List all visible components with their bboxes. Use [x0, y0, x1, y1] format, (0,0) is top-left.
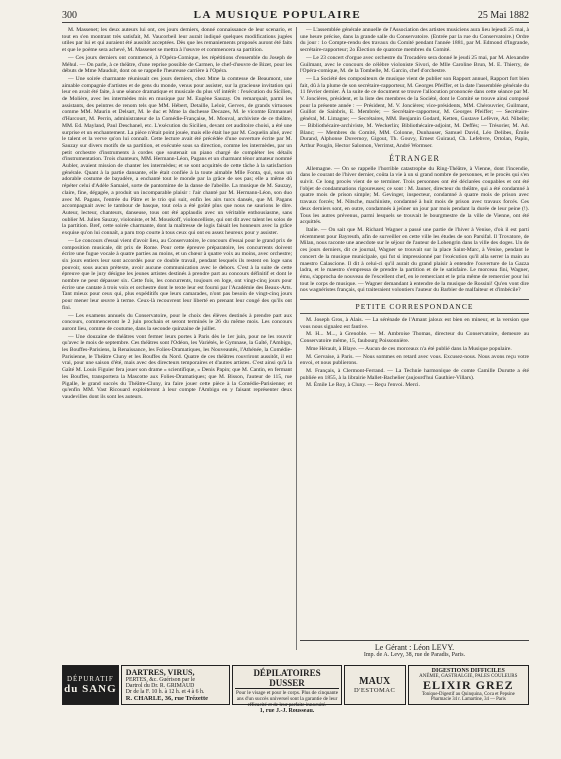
correspondance-item: M. Français, à Clermont-Ferrand. — La Technie harmonique de comte Camille Durutte a été publiée en 1855, à la librairie Mallet-Bachelier (aujourd'hui Gauthier-Villars).: [300, 367, 529, 381]
ad-dartres-line3: Dartrol du Dr. R. GRIMAUD: [125, 683, 195, 689]
etranger-paragraph: Italie. — On sait que M. Richard Wagner a passé une partie de l'hiver à Venise, d'où il est parti récemment pour Bayreuth, afin de surveiller en cette ville les études de son Parsifal. Il Trovatore, de Milan, nous raconte une anecdote sur le séjour de l'auteur de Lohengrin dans la ville des doges. Un de ces jours derniers, dit ce journal, Wagner se trouvait sur la place Saint-Marc, à Venise, pendant le concert de la musique municipale, qui fut si impressionné par l'exécution qu'il alla serrer la main au maestro Calascione. Il dit à celui-ci qu'il aurait du grand plaisir à entendre l'ouverture de la Gazza ladra, et le maestro s'empressa de prendre la partition et de le satisfaire. Le morceau fini, Wagner, ému, s'approcha de nouveau de l'excellent chef, en le remerciant et le pria même de remercier pour lui tout le corps de musique. — Wagner demandant à entendre de la musique de Rossini! Qu'en vont dire nos wagnéristes français, qui traiteraient volontiers l'auteur du Barbier de malfaiteur et d'imbécile?: [300, 226, 529, 294]
left-paragraph: — Le concours d'essai vient d'avoir lieu, au Conservatoire, le concours d'essai pour le grand prix de composition musicale, dit prix de Rome. Pour cette épreuve préparatoire, les concurrents doivent écrire une fugue vocale à quatre parties au moins, et un chœur à quatre voix au moins, avec orchestre; six jours entiers leur sont accordés pour ce double travail, pendant lesquels ils restent en loge sans pouvoir, sous aucun prétexte, avoir aucune communication avec le dehors. C'est à la suite de cette épreuve que le jury désigne les jeunes artistes destinés à prendre part au concours définitif et dont le nombre ne peut dépasser six. Cette fois, les concurrents, toujours en loge, ont vingt-cinq jours pour écrire une cantate à trois voix et orchestre dont le texte leur est fourni par l'Académie des Beaux-Arts. Tant mieux pour ceux qui, plus expéditifs que leurs camarades, n'ont pas besoin de vingt-cinq jours pour mener leur œuvre à terme. Ceux-là recouvrent leur liberté en prenant leur congé des qu'ils ont fini.: [62, 237, 292, 311]
etranger-heading: ÉTRANGER: [389, 153, 440, 163]
ad-elixir-line3: Tonique-Digestif au Quinquina, Coca et Pepsine: [421, 692, 515, 697]
newspaper-title: LA MUSIQUE POPULAIRE: [193, 9, 362, 21]
correspondance-item: M. Émile Le Roy, à Cluny. — Reçu l'envoi. Merci.: [306, 382, 420, 389]
left-paragraph: — Une douzaine de théâtres vont fermer leurs portes à Paris dès le 1er juin, pour ne les rouvrir qu'avec le mois de septembre. Ces théâtres sont l'Odéon, les Variétés, le Gymnase, la Gaîté, l'Ambigu, les Bouffes-Parisiens, la Renaissance, les Folies-Dramatiques, les Nouveautés, l'Athénée, la Comédie-Parisienne, le Théâtre Cluny et les Bouffes du Nord. Quatre de ces théâtres rouvriront aussitôt, il est vrai, pour une saison d'été, mais avec des directeurs temporaires et d'autres artistes. C'est ainsi qu'à la Gaîté M. Louis Figuier fera jouer son drame « scientifique, » Denis Papin; que M. Cantin, en fermant les Bouffes, transportera la Mascotte aux Folies-Dramatiques; que M. Bisson, l'auteur de 115, rue Pigalle, le grand succès du Théâtre-Cluny, ira faire jouer cette pièce à la Comédie-Parisienne; et qu'enfin MM. Vast Ricouard exploiteront à leur compte l'Ambigu en y faisant représenter deux vaudevilles dont ils sont les auteurs.: [62, 333, 292, 400]
ad-elixir-line2: ANÉMIE, GASTRALGIE, PALES COULEURS: [419, 674, 518, 679]
page-number: 300: [62, 10, 77, 21]
ad-elixir-name: ELIXIR GREZ: [422, 678, 514, 692]
ad-elixir-grez: [408, 665, 529, 705]
ad-maux-line2: D'ESTOMAC: [354, 687, 396, 694]
right-column: [300, 27, 529, 650]
ad-dartres-line5: R. CHARLE, 36, rue Trézette: [125, 695, 209, 702]
ad-dartres: [121, 665, 231, 705]
correspondance-item: M. Gervaise, à Paris. — Nous sommes en retard avec vous. Excusez-nous. Nous avons reçu votre envoi, et nous publierons.: [300, 353, 529, 367]
ad-depilatoires-title: DÉPILATOIRES DUSSER: [235, 668, 339, 689]
ad-depuratif: [62, 665, 119, 705]
right-paragraph: — L'assemblée générale annuelle de l'Association des artistes musiciens aura lieu lejeudi 25 mai, à une heure précise, dans la grande salle du Conservatoire. (Entrée par la rue du Conservatoire.) Ordre du jour : 1o Compte-rendu des travaux du Comité pendant l'année 1881, par M. Edmond d'Ingrande, secrétaire-rapporteur; 2o Élection de quatorze membres du Comité.: [300, 27, 529, 54]
advertisement-strip: [62, 665, 529, 714]
left-column: [62, 27, 292, 650]
right-paragraph: — La Société des compositeurs de musique vient de publier son Rapport annuel, Rapport fort bien fait, dû à la plume de son secrétaire-rapporteur, M. Georges Pfeiffer, et la date l'assemblée générale du 11 février dernier. À la suite de ce document se trouve l'allocution prononcée dans cette séance par M. V. Joncières, président, et la liste des membres de la Société, dont le Comité se trouve ainsi composé pour la présente année : — Président, M. V. Joncières; vice-présidents, MM. Chérouvrier, Guilmant, Guillot de Sainbris, E. Membrée; — Secrétaire-rapporteur, M. Georges Pfeiffer; — Secrétaire-général, M. Limagne; — Secrétaires, MM. Benjamin Godard, Ketten, Gustave Lefèvre, Ad. Nibelle; — Bibliothécaire-archiviste, M. Weckerlin; Bibliothécaire-adjoint, M. Deffès; — Trésorier, M. Ad. Blanc; — Membres du Comité, MM. Colonne, Dunhauser, Samuel David, Léo Delibes, Émile Durand, Alphonse Duvernoy, Gigout, Th. Gouvy, Ernest Guiraud, Ch. Lefebvre, Ortolan, Papin, Arthur Pougin, Hector Salomon, Verrimst, André Wormser.: [300, 75, 529, 149]
ad-elixir-line1: DIGESTIONS DIFFICILES: [431, 668, 505, 674]
ad-depilatoires-body: Pour le visage et pour le corps. Plus de cinquante ans d'un succès universel sont la garantie de leur efficacité et de leur parfaite innocuité.: [236, 690, 339, 708]
ad-depilatoires-address: 1, rue J.-J. Rousseau.: [259, 708, 315, 714]
ad-elixir-line4: Pharmacie 34 r. Lamartine, 34 — Paris: [430, 697, 506, 702]
issue-date: 25 Mai 1882: [477, 10, 529, 21]
left-paragraph: — Ces jours derniers ont commencé, à l'Opéra-Comique, les répétitions d'ensemble du Joseph de Méhul. — On parle, à ce théâtre, d'une reprise possible de Carmen, le chef-d'œuvre de Bizet, pour les débuts de Mme Mauduit, dont on se rappelle l'heureuse carrière à l'Opéra.: [62, 54, 292, 75]
left-paragraph: — Les examens annuels du Conservatoire, pour le choix des élèves destinés à prendre part aux concours, commenceront le 2 juin prochain et seront terminés le 26 du même mois. Les concours auront lieu, comme de coutume, dans la seconde quinzaine de juillet.: [62, 312, 292, 332]
correspondance-item: Mme Hérault, à Blaye. — Aucun de ces morceaux n'a été publié dans la Musique populaire.: [306, 345, 512, 352]
correspondance-item: M. Joseph Gros, à Alais. — La sérénade de l'Amant jaloux est bien en mineur, et la version que vous nous signalez est fautive.: [300, 317, 529, 330]
ad-dartres-line1: DARTRES, VIRUS,: [125, 668, 195, 677]
left-paragraph: — Une soirée charmante réunissait ces jours derniers, chez Mme la comtesse de Beaumont, une aimable compagnie d'artistes et de gens du monde, venus pour assister, sur la gracieuse invitation qui leur en avait été faite, à une séance dramatique et musicale du plus vif intérêt : l'exécution du Sicilien, de Molière, avec les intermèdes mis en musique par M. Eugène Sauzay. On remarquait, parmi les assistants, des peintres de renom tels que MM. Hébert, Detaille, Leloir, Gervex, de grands virtuoses comme MM. Maurin et Delsart, M. le duc et Mme la duchesse Decazes, M. le vicomte Emmanuel d'Harcourt, M. Perrin, administrateur de la Comédie-Française, M. Mouval, archiviste de ce théâtre, MM. Ed. Mayland, Paul Deschanel, etc. L'exécution du Sicilien, devant cet auditoire choisi, a été une surprise et un enchantement. La pièce n'était point jouée, mais elle était lue par M. Coquelin aîné, avec le talent et la verve qu'on lui connaît. Cette lecture avait été précédée d'une ouverture écrite par M. Sauzay sur divers motifs de sa partition, et exécutée sous sa direction, comme les intermèdes, par un petit orchestre d'instruments à cordes que soutenait un piano chargé de compléter les détails d'instrumentation. Trois chanteurs, MM. Hermann-Léon, Pagans et un charmant ténor amateur nommé Aubler, avaient mission de chanter les intermèdes; et se sont acquittés de cette tâche à la satisfaction générale. Quant à la partie dansante, elle était confiée à la toute aimable Mlle Fonta, qui, sous un adorable costume de bayadère, a enchanté tout le monde par la grâce de ses pas; elle a même dû répéter celui d'Adèle Samaiel, sorte de pantomime de la danse de l'abeille. La musique de M. Sauzay, claire, fine, dégagée, a produit un incomparable plaisir : l'air chanté par M. Hermann-Léon, son duo avec M. Pagans, l'entrée du Pâtre et le trio qui suit, enfin les airs turcs dansés, que M. Pagans accompagnait avec le tambour de basque, tout cela a été goûté plus que nous ne saurions le dire. Auteur, lecteur, chanteurs, danseuse, tous ont été applaudis avec un véritable enthousiasme, sans oublier M. Julien Sauzay, violoniste, et M. Mouskoff, violoncelliste, qui ont dit avec talent les solos de la partition. Bref, cette soirée charmante, dont la maîtresse de logis faisait les honneurs avec la grâce exquise qu'on lui connaît, a paru trop courte à tous ceux qui ont eu assez heureux pour y assister.: [62, 75, 292, 237]
left-paragraph: M. Massenet; les deux auteurs lui ont, ces jours derniers, donné connaissance de leur scenario, et tout en s'en montrant très satisfait, M. Vaucorbeil leur aurait indiqué quelques modifications jugées utiles par lui et qui auraient été aussitôt acceptées. Dès que les remaniements proposés auront été faits et que le poème sera achevé, M. Massenet se mettra à l'œuvre et commencera sa partition.: [62, 27, 292, 54]
ad-depuratif-line2: du SANG: [64, 683, 117, 695]
right-paragraph: — Le 23 concert d'orgue avec orchestre du Trocadéro sera donné le jeudi 25 mai, par M. Alexandre Guilmant, avec le concours de célèbre violoniste Sivori, de Mlle Caroline Brun, M. E. Thierry, de l'Opéra-comique, M. de la Tombelle, M. Garcin, chef d'orchestre.: [300, 54, 529, 75]
etranger-paragraph: Allemagne. — On se rappelle l'horrible catastrophe du Ring-Théâtre, à Vienne, dont l'incendie, dans le courant de l'hiver dernier, coûta la vie à un si grand nombre de personnes, et le procès qui s'en suivit. Ce long procès vient de se terminer. Trois personnes ont été déclarées coupables et ont été l'objet de condamnations rigoureuses; ce sont : M. Jauner, directeur du théâtre, qui a été condamné à quatre mois de prison simple; M. Gevinger, inspecteur, condamné à quatre mois de prison avec travaux forcés; M. Nitsche, machiniste, condamné à huit mois de prison avec travaux forcés. Ces deux derniers sont, en outre, condamnés à jeûner un jour par mois pendant la durée de leur peine (!). Tous les autres prévenus, parmi lesquels se trouvait le bourgmestre de la ville de Vienne, ont été acquittés.: [300, 165, 529, 226]
gerant-line: Le Gérant : Léon LEVY.: [300, 640, 529, 652]
ad-maux-estomac: [344, 665, 406, 705]
ad-depuratif-line1: DÉPURATIF: [67, 675, 114, 683]
imprint-line: Imp. de A. Levy, 38, rue de Paradis, Paris.: [363, 652, 466, 658]
column-divider: [296, 27, 297, 650]
page-header: [62, 9, 529, 23]
ad-depilatoires: [232, 665, 342, 714]
correspondance-heading: PETITE CORRESPONDANCE: [300, 299, 529, 314]
correspondance-item: M. H... M..., à Grenoble. — M. Ambroise Thomas, directeur du Conservatoire, demeure au Conservatoire même, 15, faubourg Poissonnière.: [300, 331, 529, 345]
ad-maux-line1: MAUX: [359, 676, 391, 687]
ad-dartres-line2: PERTES, &c. Guérison par le: [125, 677, 195, 683]
ad-dartres-line4: Dr de la F. 10 h. à 12 h. et 4 à 6 h.: [125, 689, 205, 695]
